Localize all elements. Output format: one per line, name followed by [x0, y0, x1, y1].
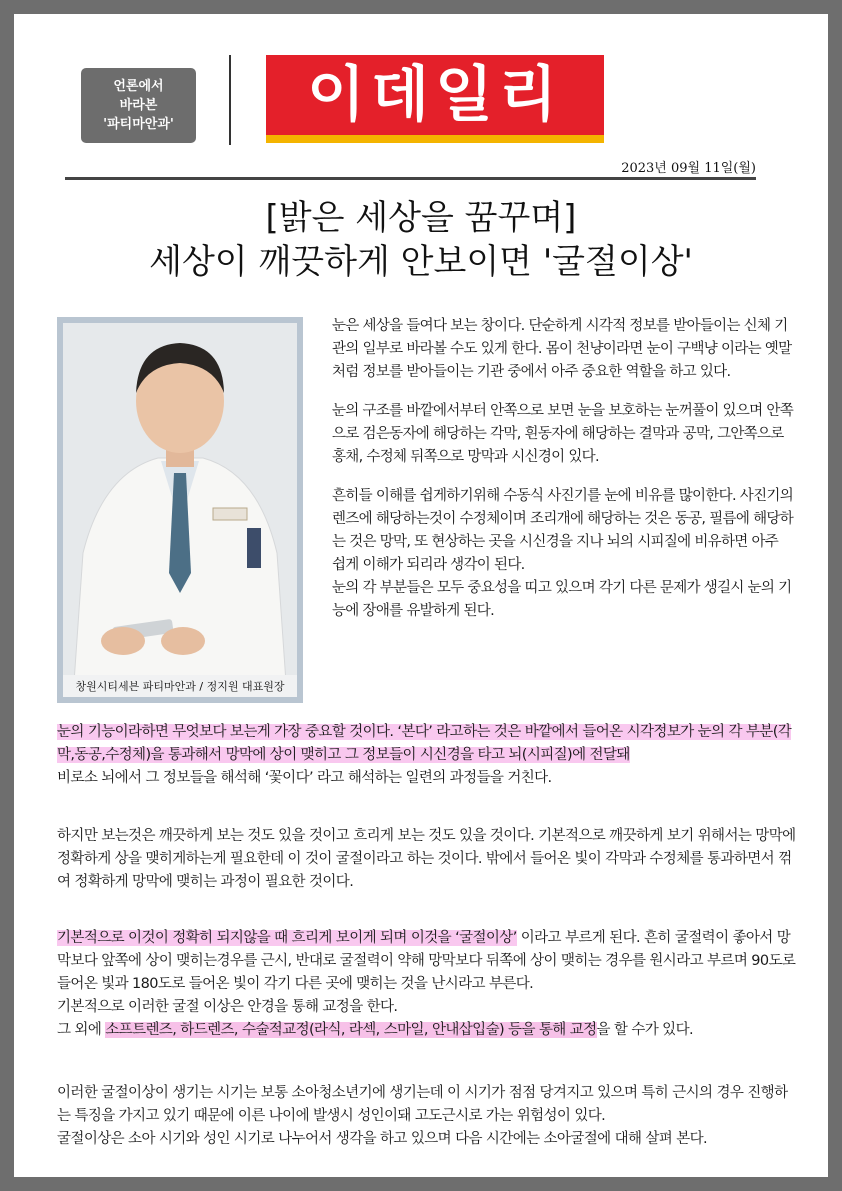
highlighted-text: 눈의 기능이라하면 무엇보다 보는게 가장 중요할 것이다. ‘본다’ 라고하는 것은 바깥에서 들어온 시각정보가 눈의 각 부분(각막,동공,수정체)을 통과해서 망막에 상이 맺히고 그 정보들이 시신경을 타고 뇌(시피질)에 전달돼: [57, 724, 792, 763]
doctor-illustration: [63, 323, 297, 697]
column-paragraph: 눈은 세상을 들여다 보는 창이다. 단순하게 시각적 정보를 받아들이는 신체 기관의 일부로 바라볼 수도 있게 한다. 몸이 천냥이라면 눈이 구백냥 이라는 옛말처럼 정보를 받아들이는 기관 중에서 아주 중요한 역할을 하고 있다.: [332, 318, 792, 380]
body-paragraph: 하지만 보는것은 깨끗하게 보는 것도 있을 것이고 흐리게 보는 것도 있을 것이다. 기본적으로 깨끗하게 보기 위해서는 망막에 정확하게 상을 맺히게하는게 필요한데 이 것이 굴절이라고 하는 것이다. 밖에서 들어온 빛이 각막과 수정체를 통과하면서 꺾여 정확하게 망막에 맺히는 과정이 필요한 것이다.: [57, 828, 796, 890]
refraction-paragraph: [57, 927, 800, 1042]
paragraph-text: 을 할 수가 있다.: [596, 1022, 693, 1038]
doctor-photo: [63, 323, 297, 697]
paragraph-text: 이라고 부르게 된다. 흔히 굴절력이 좋아서 망막보다 앞쪽에 상이 맺히는경우를 근시, 반대로 굴절력이 약해 망막보다 뒤쪽에 상이 맺히는 경우를 원시라고 부르며 90도로 들어온 빛과 180도로 들어온 빛이 각기 다른 곳에 맺히는 것을 난시라고 부른다.: [57, 930, 796, 992]
badge-line-3: '파티마안과': [103, 117, 174, 132]
header-divider: [229, 55, 231, 145]
column-paragraph: 눈의 구조를 바깥에서부터 안쪽으로 보면 눈을 보호하는 눈꺼풀이 있으며 안쪽으로 검은동자에 해당하는 각막, 흰동자에 해당하는 결막과 공막, 그안쪽으로 홍채, 수정체 뒤쪽으로 망막과 시신경이 있다.: [332, 403, 794, 465]
highlighted-text: 소프트렌즈, 하드렌즈, 수술적교정(라식, 라섹, 스마일, 안내삽입술) 등을 통해 교정: [105, 1022, 597, 1038]
badge-line-1: 언론에서: [113, 79, 164, 94]
paragraph-text: 비로소 뇌에서 그 정보들을 해석해 ‘꽃이다’ 라고 해석하는 일련의 과정들을 거친다.: [57, 770, 552, 786]
header-rule: [65, 177, 756, 180]
title-line-1: [밝은 세상을 꿈꾸며]: [265, 198, 577, 238]
paragraph-text: 이러한 굴절이상이 생기는 시기는 보통 소아청소년기에 생기는데 이 시기가 점점 당겨지고 있으며 특히 근시의 경우 진행하는 특징을 가지고 있기 때문에 이른 나이에 발생시 성인이돼 고도근시로 가는 위험성이 있다.: [57, 1085, 788, 1124]
title-line-2: 세상이 깨끗하게 안보이면 '굴절이상': [149, 242, 693, 282]
photo-caption: 창원시티세븐 파티마안과 / 정지원 대표원장: [63, 675, 297, 697]
publish-date: 2023년 09월 11일(월): [621, 161, 756, 176]
source-badge: [81, 68, 196, 143]
highlight-paragraph: [57, 721, 800, 790]
paragraph-text: 굴절이상은 소아 시기와 성인 시기로 나누어서 생각을 하고 있으며 다음 시간에는 소아굴절에 대해 살펴 본다.: [57, 1131, 708, 1147]
newspaper-logo: 이데일리: [266, 55, 604, 143]
doctor-photo-frame: [57, 317, 303, 703]
column-paragraph: 눈의 각 부분들은 모두 중요성을 띠고 있으며 각기 다른 문제가 생길시 눈의 기능에 장애를 유발하게 된다.: [332, 580, 792, 619]
column-paragraph: 흔히들 이해를 쉽게하기위해 수동식 사진기를 눈에 비유를 많이한다. 사진기의 렌즈에 해당하는것이 수정체이며 조리개에 해당하는 것은 동공, 필름에 해당하는 것은 망막, 또 현상하는 곳을 시신경을 지나 뇌의 시피질에 비유하면 아주 쉽게 이해가 되리라 생각이 된다.: [332, 488, 794, 573]
paragraph-text: 그 외에: [57, 1022, 106, 1038]
closing-paragraph: [57, 1082, 800, 1151]
intro-column: [332, 315, 794, 623]
highlighted-text: 기본적으로 이것이 정확히 되지않을 때 흐리게 보이게 되며 이것을 ‘굴절이상’: [57, 930, 517, 946]
article-title: [0, 196, 842, 284]
paragraph-text: 기본적으로 이러한 굴절 이상은 안경을 통해 교정을 한다.: [57, 999, 398, 1015]
badge-line-2: 바라본: [119, 98, 158, 113]
